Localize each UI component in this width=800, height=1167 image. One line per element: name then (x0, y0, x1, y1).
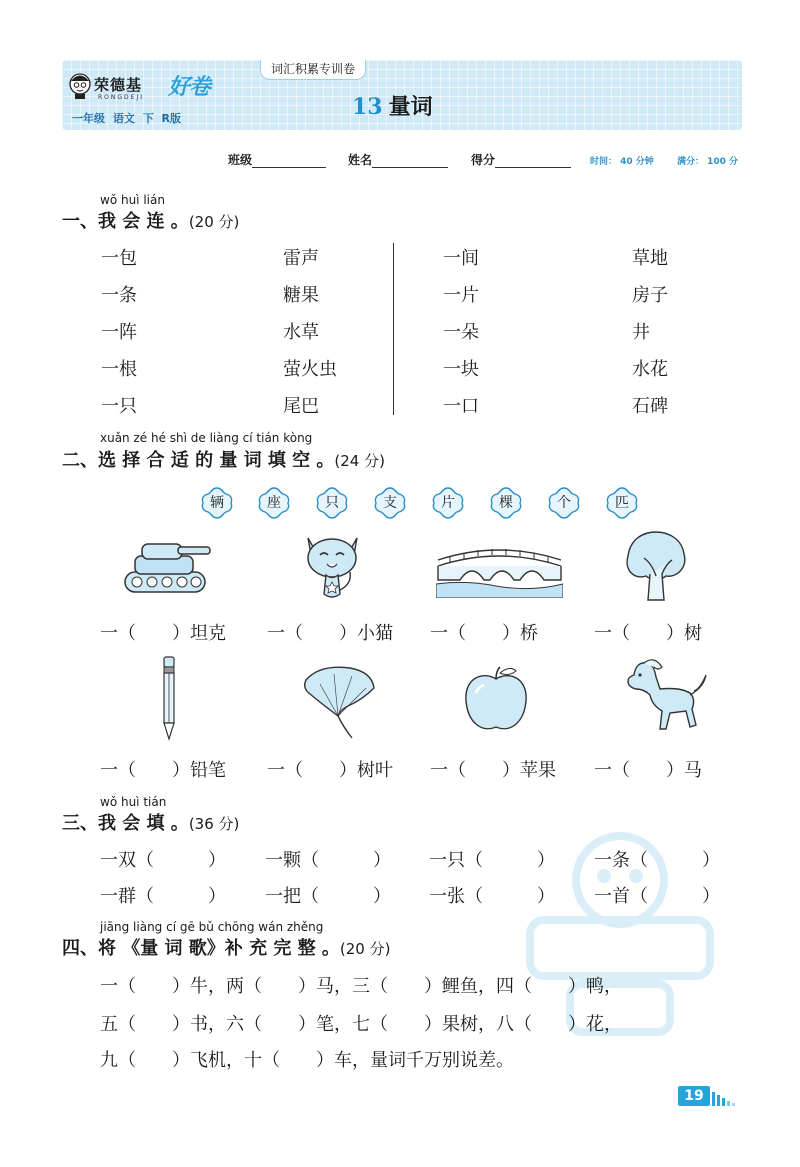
s2-row1-item[interactable]: 一（ ）坦克 (100, 623, 226, 644)
name-label: 姓名 (348, 153, 373, 167)
s4-pinyin: jiāng liàng cí gē bǔ chōng wán zhěng (100, 920, 324, 934)
s1-col3-item[interactable]: 一口 (443, 396, 479, 417)
s3-pinyin: wǒ huì tián (100, 795, 167, 809)
s1-col4-item[interactable]: 井 (632, 322, 650, 343)
brand-face-icon (68, 72, 92, 100)
s3-row2-item[interactable]: 一张（ ） (429, 886, 555, 907)
tank-icon (120, 530, 215, 600)
option-flower[interactable] (604, 485, 640, 521)
name-field[interactable] (348, 151, 448, 168)
subject: 语文 (112, 112, 135, 125)
song-line[interactable]: 五（ ）书，六（ ）笔，七（ ）果树，八（ ）花， (100, 1014, 622, 1035)
volume: 下 (142, 112, 154, 125)
class-field[interactable] (228, 151, 326, 168)
full-score: 满分： 100 分 (677, 157, 739, 167)
s2-row1-item[interactable]: 一（ ）桥 (430, 623, 538, 644)
s4-title-text: 四、将 《量 词 歌》补 充 完 整 。 (62, 938, 340, 959)
s1-pinyin: wǒ huì lián (100, 193, 165, 207)
s4-title (62, 934, 390, 960)
s2-row1-item[interactable]: 一（ ）树 (594, 623, 702, 644)
apple-icon (460, 663, 532, 735)
s1-col2-item[interactable]: 水草 (283, 322, 319, 343)
s2-pinyin: xuǎn zé hé shì de liàng cí tián kòng (100, 431, 313, 445)
s3-row1-item[interactable]: 一条（ ） (594, 850, 720, 871)
s1-col4-item[interactable]: 石碑 (632, 396, 668, 417)
brand-logo: 好卷 (168, 75, 211, 100)
s2-row1-item[interactable]: 一（ ）小猫 (267, 623, 393, 644)
class-blank[interactable] (252, 154, 326, 168)
song-line[interactable]: 一（ ）牛，两（ ）马，三（ ）鲤鱼，四（ ）鸭， (100, 976, 622, 997)
s1-col3-item[interactable]: 一片 (443, 285, 479, 306)
s1-col2-item[interactable]: 雷声 (283, 248, 319, 269)
s1-col4-item[interactable]: 水花 (632, 359, 668, 380)
s4-points: (20 分) (339, 940, 391, 958)
s3-title-text: 三、我 会 填 。 (62, 813, 189, 834)
page-bars-icon (712, 1092, 740, 1106)
brand-sub: RONGDEJI (98, 94, 144, 101)
lesson-number: 13 (352, 94, 383, 120)
s3-row2-item[interactable]: 一群（ ） (100, 886, 226, 907)
score-blank[interactable] (495, 154, 571, 168)
s3-row1-item[interactable]: 一只（ ） (429, 850, 555, 871)
option-label: 辆 (210, 495, 224, 511)
option-flower[interactable] (314, 485, 350, 521)
s3-points: (36 分) (188, 815, 240, 833)
option-flower[interactable] (488, 485, 524, 521)
horse-icon (614, 655, 710, 741)
grade: 一年级 (72, 112, 105, 125)
s2-row2-item[interactable]: 一（ ）树叶 (267, 760, 393, 781)
option-flower[interactable] (372, 485, 408, 521)
brand (68, 70, 228, 108)
s3-row2-item[interactable]: 一把（ ） (265, 886, 391, 907)
score-label: 得分 (471, 153, 496, 167)
s1-col2-item[interactable]: 萤火虫 (283, 359, 337, 380)
worksheet-tab: 词汇积累专训卷 (260, 60, 366, 80)
tree-icon (622, 528, 690, 604)
s2-row2-item[interactable]: 一（ ）马 (594, 760, 702, 781)
option-label: 棵 (499, 495, 513, 511)
class-label: 班级 (228, 153, 253, 167)
name-blank[interactable] (372, 154, 448, 168)
s1-col1-item[interactable]: 一阵 (101, 322, 137, 343)
s1-col4-item[interactable]: 房子 (632, 285, 668, 306)
pencil-icon (157, 655, 181, 741)
score-field[interactable] (471, 151, 571, 168)
song-line[interactable]: 九（ ）飞机，十（ ）车，量词千万别说差。 (100, 1050, 514, 1071)
option-flower[interactable] (256, 485, 292, 521)
option-label: 个 (557, 495, 571, 511)
s1-col3-item[interactable]: 一朵 (443, 322, 479, 343)
edition: R版 (161, 112, 182, 125)
option-flower[interactable] (430, 485, 466, 521)
s1-col2-item[interactable]: 糖果 (283, 285, 319, 306)
grade-line (72, 110, 185, 126)
header-banner (62, 60, 742, 130)
lesson-title (352, 90, 433, 121)
s2-title-text: 二、选 择 合 适 的 量 词 填 空 。 (62, 450, 335, 471)
lesson-name: 量词 (388, 95, 433, 120)
s2-row2-item[interactable]: 一（ ）苹果 (430, 760, 556, 781)
kitten-icon (300, 528, 365, 604)
s1-col1-item[interactable]: 一包 (101, 248, 137, 269)
s2-points: (24 分) (334, 452, 385, 470)
s1-title (62, 207, 239, 233)
option-label: 匹 (615, 495, 629, 511)
bridge-icon (436, 540, 563, 598)
ginkgo-leaf-icon (300, 660, 378, 740)
s2-title (62, 446, 385, 472)
s1-col1-item[interactable]: 一条 (101, 285, 137, 306)
page-number: 19 (678, 1086, 710, 1106)
option-label: 支 (383, 495, 397, 511)
s1-col1-item[interactable]: 一根 (101, 359, 137, 380)
s1-title-text: 一、我 会 连 。 (62, 211, 189, 232)
s1-col3-item[interactable]: 一块 (443, 359, 479, 380)
s3-row1-item[interactable]: 一颗（ ） (265, 850, 391, 871)
time-limit: 时间： 40 分钟 (590, 157, 654, 167)
s3-row2-item[interactable]: 一首（ ） (594, 886, 720, 907)
option-flower[interactable] (199, 485, 235, 521)
s1-col3-item[interactable]: 一间 (443, 248, 479, 269)
option-label: 座 (267, 495, 281, 511)
s1-col4-item[interactable]: 草地 (632, 248, 668, 269)
s1-col2-item[interactable]: 尾巴 (283, 396, 319, 417)
option-label: 片 (441, 495, 455, 511)
brand-name: 荣德基 (94, 76, 143, 94)
s3-title (62, 809, 239, 835)
option-flower[interactable] (546, 485, 582, 521)
column-divider (393, 243, 394, 415)
s1-points: (20 分) (188, 213, 240, 231)
option-label: 只 (325, 495, 339, 511)
s1-col1-item[interactable]: 一只 (101, 396, 137, 417)
s3-row1-item[interactable]: 一双（ ） (100, 850, 226, 871)
s2-row2-item[interactable]: 一（ ）铅笔 (100, 760, 226, 781)
